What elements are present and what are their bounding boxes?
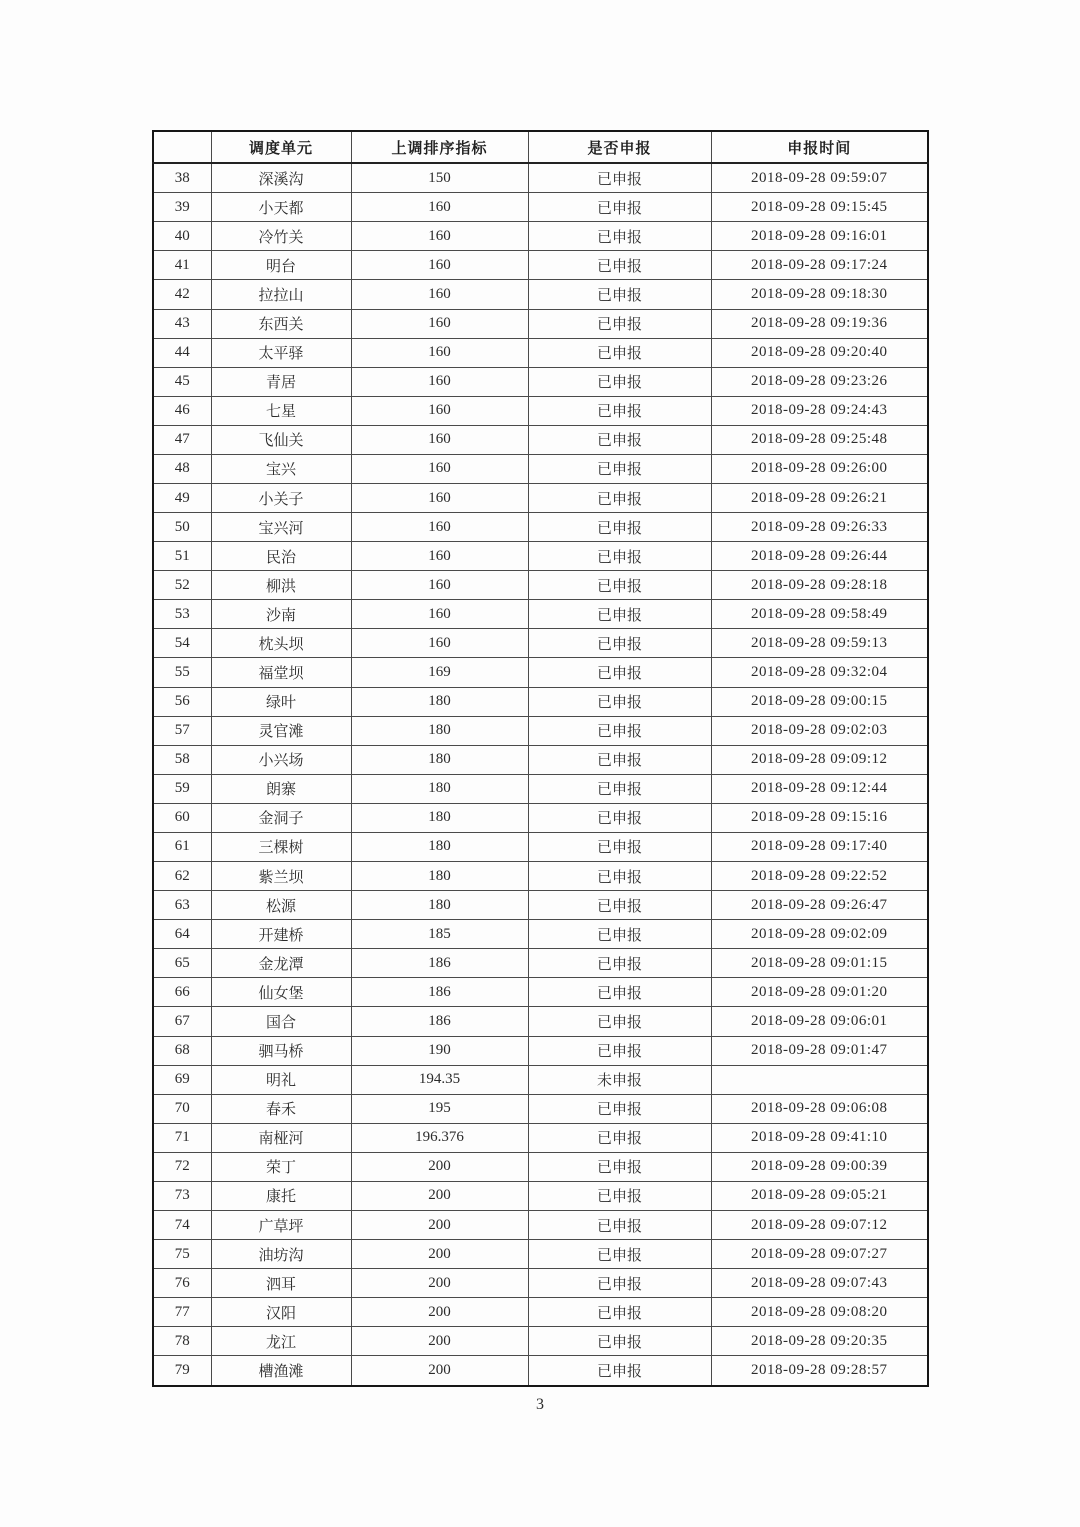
- indicator-value: 180: [351, 774, 528, 803]
- unit-name: 沙南: [211, 600, 351, 629]
- indicator-value: 196.376: [351, 1123, 528, 1152]
- declare-time: 2018-09-28 09:12:44: [711, 774, 928, 803]
- unit-name: 松源: [211, 891, 351, 920]
- row-index: 62: [153, 862, 211, 891]
- row-index: 43: [153, 309, 211, 338]
- row-index: 41: [153, 251, 211, 280]
- declared-status: 已申报: [528, 280, 711, 309]
- declare-time: 2018-09-28 09:26:21: [711, 484, 928, 513]
- declared-status: 已申报: [528, 920, 711, 949]
- indicator-value: 200: [351, 1269, 528, 1298]
- indicator-value: 200: [351, 1356, 528, 1386]
- table-row: [153, 367, 928, 396]
- declare-time: 2018-09-28 09:00:39: [711, 1152, 928, 1181]
- table-row: [153, 745, 928, 774]
- declared-status: 已申报: [528, 658, 711, 687]
- table-row: [153, 1036, 928, 1065]
- table-row: [153, 338, 928, 367]
- declared-status: 已申报: [528, 978, 711, 1007]
- declared-status: 已申报: [528, 193, 711, 222]
- table-row: [153, 1269, 928, 1298]
- row-index: 67: [153, 1007, 211, 1036]
- table-row: [153, 1094, 928, 1123]
- indicator-value: 160: [351, 338, 528, 367]
- unit-name: 飞仙关: [211, 425, 351, 454]
- row-index: 77: [153, 1298, 211, 1327]
- unit-name: 南桠河: [211, 1123, 351, 1152]
- unit-name: 紫兰坝: [211, 862, 351, 891]
- table-row: [153, 163, 928, 193]
- unit-name: 太平驿: [211, 338, 351, 367]
- declared-status: 已申报: [528, 425, 711, 454]
- unit-name: 汉阳: [211, 1298, 351, 1327]
- row-index: 73: [153, 1181, 211, 1210]
- indicator-value: 150: [351, 163, 528, 193]
- header-declared-status: 是否申报: [528, 131, 711, 163]
- unit-name: 明台: [211, 251, 351, 280]
- declared-status: 已申报: [528, 949, 711, 978]
- unit-name: 小天都: [211, 193, 351, 222]
- table-row: [153, 1240, 928, 1269]
- declared-status: 已申报: [528, 745, 711, 774]
- declare-time: 2018-09-28 09:22:52: [711, 862, 928, 891]
- indicator-value: 200: [351, 1210, 528, 1239]
- unit-name: 拉拉山: [211, 280, 351, 309]
- table-row: [153, 396, 928, 425]
- declared-status: 已申报: [528, 1181, 711, 1210]
- row-index: 52: [153, 571, 211, 600]
- declared-status: 已申报: [528, 513, 711, 542]
- indicator-value: 194.35: [351, 1065, 528, 1094]
- indicator-value: 180: [351, 803, 528, 832]
- table-row: [153, 803, 928, 832]
- declared-status: 已申报: [528, 716, 711, 745]
- indicator-value: 200: [351, 1240, 528, 1269]
- row-index: 45: [153, 367, 211, 396]
- declared-status: 已申报: [528, 862, 711, 891]
- unit-name: 宝兴河: [211, 513, 351, 542]
- dispatch-units-table: [152, 130, 929, 1387]
- indicator-value: 160: [351, 571, 528, 600]
- declare-time: 2018-09-28 09:06:08: [711, 1094, 928, 1123]
- declared-status: 已申报: [528, 891, 711, 920]
- indicator-value: 160: [351, 251, 528, 280]
- declare-time: 2018-09-28 09:58:49: [711, 600, 928, 629]
- declare-time: 2018-09-28 09:20:40: [711, 338, 928, 367]
- table-row: [153, 600, 928, 629]
- indicator-value: 180: [351, 891, 528, 920]
- row-index: 59: [153, 774, 211, 803]
- declare-time: 2018-09-28 09:01:15: [711, 949, 928, 978]
- declare-time: 2018-09-28 09:32:04: [711, 658, 928, 687]
- indicator-value: 160: [351, 600, 528, 629]
- table-row: [153, 832, 928, 861]
- unit-name: 小关子: [211, 484, 351, 513]
- unit-name: 民治: [211, 542, 351, 571]
- row-index: 63: [153, 891, 211, 920]
- table-row: [153, 716, 928, 745]
- indicator-value: 160: [351, 280, 528, 309]
- declared-status: 已申报: [528, 600, 711, 629]
- declared-status: 已申报: [528, 454, 711, 483]
- declare-time: 2018-09-28 09:07:12: [711, 1210, 928, 1239]
- table-row: [153, 542, 928, 571]
- table-row: [153, 571, 928, 600]
- row-index: 64: [153, 920, 211, 949]
- row-index: 74: [153, 1210, 211, 1239]
- declared-status: 已申报: [528, 1298, 711, 1327]
- unit-name: 泗耳: [211, 1269, 351, 1298]
- table-row: [153, 513, 928, 542]
- unit-name: 荣丁: [211, 1152, 351, 1181]
- row-index: 54: [153, 629, 211, 658]
- row-index: 71: [153, 1123, 211, 1152]
- indicator-value: 180: [351, 687, 528, 716]
- declared-status: 已申报: [528, 571, 711, 600]
- indicator-value: 160: [351, 309, 528, 338]
- indicator-value: 160: [351, 542, 528, 571]
- declare-time: 2018-09-28 09:02:03: [711, 716, 928, 745]
- declared-status: 已申报: [528, 1007, 711, 1036]
- declare-time: 2018-09-28 09:59:13: [711, 629, 928, 658]
- declared-status: 已申报: [528, 629, 711, 658]
- indicator-value: 200: [351, 1327, 528, 1356]
- row-index: 42: [153, 280, 211, 309]
- row-index: 55: [153, 658, 211, 687]
- declare-time: 2018-09-28 09:26:33: [711, 513, 928, 542]
- row-index: 75: [153, 1240, 211, 1269]
- page-number: 3: [536, 1396, 544, 1413]
- table-row: [153, 920, 928, 949]
- declare-time: 2018-09-28 09:15:16: [711, 803, 928, 832]
- row-index: 48: [153, 454, 211, 483]
- unit-name: 青居: [211, 367, 351, 396]
- declare-time: 2018-09-28 09:20:35: [711, 1327, 928, 1356]
- unit-name: 七星: [211, 396, 351, 425]
- row-index: 61: [153, 832, 211, 861]
- table-row: [153, 193, 928, 222]
- declare-time: 2018-09-28 09:16:01: [711, 222, 928, 251]
- row-index: 58: [153, 745, 211, 774]
- declared-status: 已申报: [528, 338, 711, 367]
- row-index: 46: [153, 396, 211, 425]
- table-row: [153, 251, 928, 280]
- unit-name: 宝兴: [211, 454, 351, 483]
- row-index: 76: [153, 1269, 211, 1298]
- row-index: 50: [153, 513, 211, 542]
- indicator-value: 160: [351, 513, 528, 542]
- header-row-index: [153, 131, 211, 163]
- declared-status: 已申报: [528, 367, 711, 396]
- indicator-value: 185: [351, 920, 528, 949]
- declare-time: 2018-09-28 09:26:47: [711, 891, 928, 920]
- unit-name: 灵官滩: [211, 716, 351, 745]
- declared-status: 已申报: [528, 1356, 711, 1386]
- declare-time: 2018-09-28 09:28:18: [711, 571, 928, 600]
- row-index: 53: [153, 600, 211, 629]
- table-row: [153, 629, 928, 658]
- table-row: [153, 1007, 928, 1036]
- indicator-value: 180: [351, 832, 528, 861]
- table-row: [153, 949, 928, 978]
- row-index: 39: [153, 193, 211, 222]
- unit-name: 油坊沟: [211, 1240, 351, 1269]
- row-index: 38: [153, 163, 211, 193]
- declared-status: 已申报: [528, 1094, 711, 1123]
- indicator-value: 160: [351, 629, 528, 658]
- indicator-value: 180: [351, 716, 528, 745]
- table-row: [153, 309, 928, 338]
- unit-name: 金洞子: [211, 803, 351, 832]
- table-row: [153, 280, 928, 309]
- row-index: 49: [153, 484, 211, 513]
- declared-status: 已申报: [528, 396, 711, 425]
- row-index: 68: [153, 1036, 211, 1065]
- declare-time: 2018-09-28 09:41:10: [711, 1123, 928, 1152]
- table-row: [153, 1210, 928, 1239]
- indicator-value: 169: [351, 658, 528, 687]
- table-row: [153, 774, 928, 803]
- declared-status: 未申报: [528, 1065, 711, 1094]
- indicator-value: 180: [351, 745, 528, 774]
- declared-status: 已申报: [528, 222, 711, 251]
- row-index: 65: [153, 949, 211, 978]
- declared-status: 已申报: [528, 1269, 711, 1298]
- table-row: [153, 1356, 928, 1386]
- declare-time: 2018-09-28 09:02:09: [711, 920, 928, 949]
- indicator-value: 160: [351, 367, 528, 396]
- declare-time: 2018-09-28 09:28:57: [711, 1356, 928, 1386]
- row-index: 78: [153, 1327, 211, 1356]
- unit-name: 国合: [211, 1007, 351, 1036]
- declared-status: 已申报: [528, 687, 711, 716]
- declared-status: 已申报: [528, 542, 711, 571]
- unit-name: 槽渔滩: [211, 1356, 351, 1386]
- declare-time: 2018-09-28 09:15:45: [711, 193, 928, 222]
- indicator-value: 180: [351, 862, 528, 891]
- row-index: 44: [153, 338, 211, 367]
- table-row: [153, 1152, 928, 1181]
- declare-time: 2018-09-28 09:07:43: [711, 1269, 928, 1298]
- table-header-row: [153, 131, 928, 163]
- table-row: [153, 862, 928, 891]
- unit-name: 仙女堡: [211, 978, 351, 1007]
- declared-status: 已申报: [528, 774, 711, 803]
- indicator-value: 186: [351, 1007, 528, 1036]
- row-index: 60: [153, 803, 211, 832]
- declared-status: 已申报: [528, 1327, 711, 1356]
- declare-time: 2018-09-28 09:01:20: [711, 978, 928, 1007]
- unit-name: 柳洪: [211, 571, 351, 600]
- declare-time: 2018-09-28 09:26:00: [711, 454, 928, 483]
- unit-name: 枕头坝: [211, 629, 351, 658]
- declare-time: 2018-09-28 09:05:21: [711, 1181, 928, 1210]
- declare-time: 2018-09-28 09:19:36: [711, 309, 928, 338]
- indicator-value: 200: [351, 1298, 528, 1327]
- unit-name: 广草坪: [211, 1210, 351, 1239]
- row-index: 51: [153, 542, 211, 571]
- row-index: 72: [153, 1152, 211, 1181]
- unit-name: 驷马桥: [211, 1036, 351, 1065]
- indicator-value: 160: [351, 396, 528, 425]
- indicator-value: 195: [351, 1094, 528, 1123]
- table-row: [153, 891, 928, 920]
- unit-name: 冷竹关: [211, 222, 351, 251]
- unit-name: 开建桥: [211, 920, 351, 949]
- table-row: [153, 1298, 928, 1327]
- table-row: [153, 1123, 928, 1152]
- row-index: 40: [153, 222, 211, 251]
- row-index: 56: [153, 687, 211, 716]
- unit-name: 绿叶: [211, 687, 351, 716]
- declared-status: 已申报: [528, 1123, 711, 1152]
- row-index: 70: [153, 1094, 211, 1123]
- table-row: [153, 658, 928, 687]
- indicator-value: 186: [351, 949, 528, 978]
- indicator-value: 200: [351, 1152, 528, 1181]
- indicator-value: 186: [351, 978, 528, 1007]
- table-row: [153, 222, 928, 251]
- header-declare-time: 申报时间: [711, 131, 928, 163]
- declare-time: 2018-09-28 09:24:43: [711, 396, 928, 425]
- indicator-value: 160: [351, 222, 528, 251]
- declare-time: 2018-09-28 09:23:26: [711, 367, 928, 396]
- indicator-value: 160: [351, 193, 528, 222]
- table-row: [153, 454, 928, 483]
- unit-name: 龙江: [211, 1327, 351, 1356]
- declare-time: 2018-09-28 09:17:24: [711, 251, 928, 280]
- unit-name: 三棵树: [211, 832, 351, 861]
- table-row: [153, 425, 928, 454]
- declare-time: 2018-09-28 09:09:12: [711, 745, 928, 774]
- table-row: [153, 484, 928, 513]
- indicator-value: 200: [351, 1181, 528, 1210]
- declare-time: 2018-09-28 09:59:07: [711, 163, 928, 193]
- indicator-value: 160: [351, 484, 528, 513]
- declared-status: 已申报: [528, 1152, 711, 1181]
- table-row: [153, 978, 928, 1007]
- unit-name: 小兴场: [211, 745, 351, 774]
- row-index: 69: [153, 1065, 211, 1094]
- declared-status: 已申报: [528, 251, 711, 280]
- unit-name: 朗寨: [211, 774, 351, 803]
- declare-time: 2018-09-28 09:07:27: [711, 1240, 928, 1269]
- declared-status: 已申报: [528, 484, 711, 513]
- unit-name: 深溪沟: [211, 163, 351, 193]
- unit-name: 金龙潭: [211, 949, 351, 978]
- declare-time: 2018-09-28 09:17:40: [711, 832, 928, 861]
- row-index: 47: [153, 425, 211, 454]
- declared-status: 已申报: [528, 1210, 711, 1239]
- declared-status: 已申报: [528, 803, 711, 832]
- declared-status: 已申报: [528, 1240, 711, 1269]
- declared-status: 已申报: [528, 309, 711, 338]
- declare-time: 2018-09-28 09:18:30: [711, 280, 928, 309]
- declare-time: [711, 1065, 928, 1094]
- declare-time: 2018-09-28 09:26:44: [711, 542, 928, 571]
- row-index: 79: [153, 1356, 211, 1386]
- indicator-value: 160: [351, 454, 528, 483]
- declare-time: 2018-09-28 09:01:47: [711, 1036, 928, 1065]
- declared-status: 已申报: [528, 832, 711, 861]
- header-ranking-indicator: 上调排序指标: [351, 131, 528, 163]
- unit-name: 康托: [211, 1181, 351, 1210]
- unit-name: 福堂坝: [211, 658, 351, 687]
- row-index: 66: [153, 978, 211, 1007]
- row-index: 57: [153, 716, 211, 745]
- declare-time: 2018-09-28 09:08:20: [711, 1298, 928, 1327]
- table-row: [153, 1327, 928, 1356]
- indicator-value: 190: [351, 1036, 528, 1065]
- indicator-value: 160: [351, 425, 528, 454]
- unit-name: 东西关: [211, 309, 351, 338]
- table-row: [153, 1065, 928, 1094]
- declare-time: 2018-09-28 09:00:15: [711, 687, 928, 716]
- declared-status: 已申报: [528, 163, 711, 193]
- header-dispatch-unit: 调度单元: [211, 131, 351, 163]
- unit-name: 春禾: [211, 1094, 351, 1123]
- unit-name: 明礼: [211, 1065, 351, 1094]
- table-row: [153, 1181, 928, 1210]
- table-row: [153, 687, 928, 716]
- declare-time: 2018-09-28 09:25:48: [711, 425, 928, 454]
- declared-status: 已申报: [528, 1036, 711, 1065]
- declare-time: 2018-09-28 09:06:01: [711, 1007, 928, 1036]
